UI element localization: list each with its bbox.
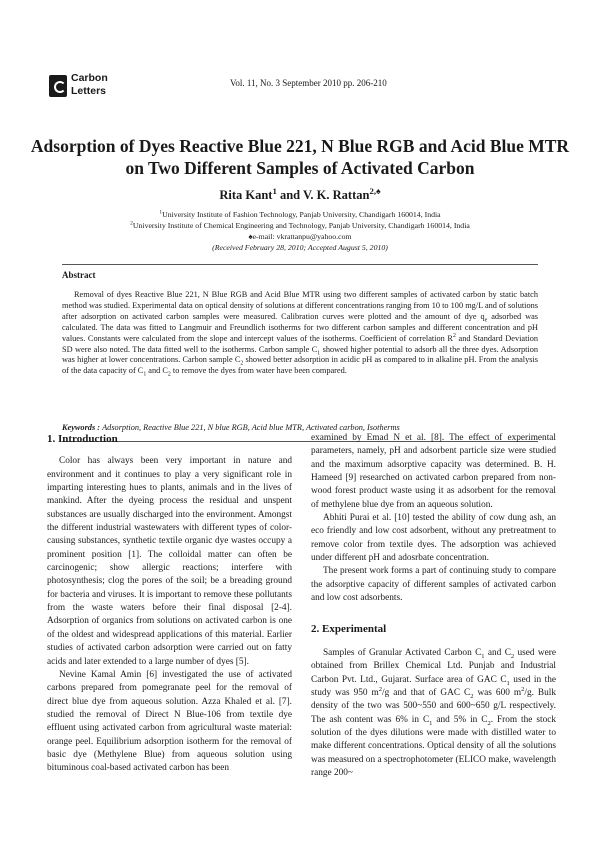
author-1-mark: 1 xyxy=(272,185,277,196)
abstract-top-rule xyxy=(62,264,538,265)
intro-paragraph-1: Color has always been very important in nature and environment and it continues to play a very significant role in imparting interesting hues to plants, animals and in the lives of mankind. After the dyeing process the residual and unspent substances are usually discharged into the environment. Amongst the different industrial wastewaters with different types of color-causing substances, synthetic textile organic dye wastes occupy a prominent position [1]. The colloidal matter can often be carcinogenic; show allergic reactions; interfere with photosynthesis; clog the pores of the soil; be a breading ground for bacteria and viruses. It is important to remove these pollutants from the waste waters before their final disposal [2-4]. Adsorption of organics from solutions on activated carbon is one of the oldest and widespread applications of this material. Earlier studies of activated carbon adsorption were carried out on fatty acids and later extended to a large number of dyes [5]. xyxy=(47,456,292,667)
keywords-text: Adsorption, Reactive Blue 221, N blue RGB, Acid blue MTR, Activated carbon, Isotherms xyxy=(102,423,400,432)
title-line1: Adsorption of Dyes Reactive Blue 221, N Blue RGB and Acid Blue MTR xyxy=(30,136,570,156)
logo-line2: Letters xyxy=(71,85,107,97)
journal-info: Vol. 11, No. 3 September 2010 pp. 206-210 xyxy=(230,78,387,88)
intro-paragraph-5: The present work forms a part of continuing study to compare the adsorptive capacity of different samples of activated carbon and low cost adsorbents. xyxy=(311,566,556,604)
intro-paragraph-2: Nevine Kamal Amin [6] investigated the use of activated carbons prepared from pomegranate peel for the removal of direct blue dye from aqueous solution. Azza Khaled et al. [7]. studied the removal of Direct N Blue-106 from textile dye effluent using activated carbon from agricultural waste material: orange peel. Equilibrium adsorption isotherm for the removal of basic dye (Methylene Blue) from aqueous solution using bituminous coal-based activated carbon has been xyxy=(47,669,292,774)
section-1-heading: 1. Introduction xyxy=(47,433,118,445)
corresponding-email: ♠e-mail: vkrattanpu@yahoo.com xyxy=(248,232,352,241)
title-line2: on Two Different Samples of Activated Carbon xyxy=(125,158,475,178)
abstract-body: Removal of dyes Reactive Blue 221, N Blue RGB and Acid Blue MTR using two different samples of activated carbon by static batch method was studied. Experimental data on optical density of solutions at different concentrations ranging from 10 to 100 mg/L and of solutions after adsorption on activated carbon samples were measured. Calibration curves were plotted and the amount of dye $q_e$ adsorbed was calculated. The data was fitted to Langmuir and Freundlich isotherms for two different carbon samples and different concentration and pH values. Constants were calculated from the slope and intercept values of the isotherms. Coefficient of correlation $R^2$ and Standard Deviation SD were also noted. The data fitted well to the isotherms. Carbon sample $C_1$ showed higher potential to adsorb all the three dyes. Adsorption was higher at lower concentrations. Carbon sample $C_2$ showed better adsorption in acidic pH as compared to in alkaline pH. From the analysis of the data capacity of $C_1$ and $C_2$ to remove the dyes from water have been compared. xyxy=(62,290,539,378)
logo-line1: Carbon xyxy=(71,72,108,84)
section-2-heading: 2. Experimental xyxy=(311,623,387,636)
journal-logo-text xyxy=(71,72,108,98)
experimental-paragraph-1: Samples of Granular Activated Carbon $C_1$ and $C_2$ used were obtained from Brillex Chemical Ltd. Punjab and Industrial Carbon Pvt. Ltd., Gujarat. Surface area of GAC $C_1$ used in the study was 950 $m^2/g$ and that of GAC $C_2$ was 600 $m^2/g$. Bulk density of the two was 500~550 and 600~650 g/L respectively. The ash content was 6% in $C_1$ and 5% in $C_2$. From the stock solution of the dyes dilutions were made with distilled water to make different concentrations. Optical density of all the solutions was measured on a spectrophotometer (ELICO make, wavelength range 200~ xyxy=(311,647,556,778)
author-1: Rita Kant xyxy=(219,188,273,202)
left-column xyxy=(47,433,292,776)
right-column xyxy=(311,432,556,780)
author-2-mark: 2,♠ xyxy=(369,185,381,196)
affiliation-2: $^2$University Institute of Chemical Engineering and Technology, Panjab University, Chandigarh 160014, India xyxy=(130,220,470,230)
keywords-label: Keywords : xyxy=(62,423,103,432)
author-connector: and xyxy=(276,188,303,202)
intro-paragraph-3: examined by Emad N et al. [8]. The effect of experimental parameters, namely, pH and adsorbent particle size were studied and the maximum adsorptive capacity was determined. B. H. Hameed [9] researched on activated carbon prepared from non-wood forest product waste using it as adsorbent for the removal of methylene blue dye from an aqueous solution. xyxy=(311,433,556,510)
abstract-heading: Abstract xyxy=(62,270,96,280)
journal-logo-icon xyxy=(49,75,67,97)
affiliation-2-mark: 2 xyxy=(130,220,133,227)
author-list xyxy=(0,185,600,203)
author-2: V. K. Rattan xyxy=(303,188,370,202)
received-dates: (Received February 28, 2010; Accepted August 5, 2010) xyxy=(212,243,388,252)
intro-paragraph-4: Abhiti Purai et al. [10] tested the ability of cow dung ash, an eco friendly and low cost adsorbent, without any pretreatment to remove color from textile dyes. The adsorption was achieved under different pH and adosrbate concentration. xyxy=(311,513,556,564)
affiliation-1: $^1$University Institute of Fashion Technology, Panjab University, Chandigarh 160014, India xyxy=(159,209,441,219)
paper-title xyxy=(30,135,570,179)
affiliation-1-mark: 1 xyxy=(159,209,163,216)
